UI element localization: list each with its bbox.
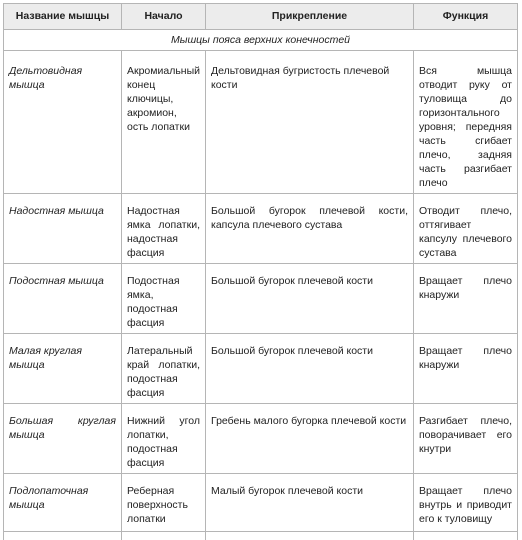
origin-cell: Реберная поверхность лопатки: [122, 474, 206, 532]
origin-cell: Латеральный край лопатки, подостная фасция: [122, 334, 206, 404]
origin-cell: Нижний угол лопатки, подостная фасция: [122, 404, 206, 474]
muscle-name-cell: Подлопаточная мышца: [4, 474, 122, 532]
table-row: [4, 264, 518, 334]
muscle-name-cell: Надостная мышца: [4, 194, 122, 264]
header-muscle-name: Название мышцы: [4, 4, 122, 30]
table-row: [4, 51, 518, 194]
insertion-cell: Дельтовидная бугристость плечевой кости: [206, 51, 414, 194]
function-cell: Разгибает плечо, поворачивает его кнутри: [414, 404, 518, 474]
muscle-name-cell: Малая круглая мышца: [4, 334, 122, 404]
insertion-cell: Малый бугорок плечевой кости: [206, 474, 414, 532]
insertion-cell: Большой бугорок плечевой кости: [206, 334, 414, 404]
table-row: [4, 404, 518, 474]
table-row-partial: [4, 532, 518, 540]
table-row: [4, 334, 518, 404]
table-row: [4, 194, 518, 264]
origin-cell: Акромиальный конец ключицы, акромион, ость лопатки: [122, 51, 206, 194]
insertion-cell: Большой бугорок плечевой кости: [206, 264, 414, 334]
section-row: [4, 30, 518, 51]
function-cell: Вращает плечо кнаружи: [414, 334, 518, 404]
empty-cell: [4, 532, 122, 540]
function-cell: Вращает плечо кнаружи: [414, 264, 518, 334]
muscle-name-cell: Дельтовидная мышца: [4, 51, 122, 194]
header-origin: Начало: [122, 4, 206, 30]
header-row: [4, 4, 518, 30]
origin-cell: Надостная ямка лопатки, надостная фасция: [122, 194, 206, 264]
muscle-name-cell: Большая круглая мышца: [4, 404, 122, 474]
insertion-cell: Большой бугорок плечевой кости, капсула плечевого сустава: [206, 194, 414, 264]
empty-cell: [206, 532, 414, 540]
function-cell: Вращает плечо внутрь и приводит его к туловищу: [414, 474, 518, 532]
origin-cell: Подостная ямка, подостная фасция: [122, 264, 206, 334]
muscle-name-cell: Подостная мышца: [4, 264, 122, 334]
section-title: Мышцы пояса верхних конечностей: [4, 30, 518, 51]
table-row: [4, 474, 518, 532]
header-insertion: Прикрепление: [206, 4, 414, 30]
function-cell: Отводит плечо, оттягивает капсулу плечевого сустава: [414, 194, 518, 264]
empty-cell: [414, 532, 518, 540]
empty-cell: [122, 532, 206, 540]
insertion-cell: Гребень малого бугорка плечевой кости: [206, 404, 414, 474]
header-function: Функция: [414, 4, 518, 30]
function-cell: Вся мышца отводит руку от туловища до горизонтального уровня; передняя часть сгибает плечо, задняя часть разгибает плечо: [414, 51, 518, 194]
muscles-table: [3, 3, 518, 540]
